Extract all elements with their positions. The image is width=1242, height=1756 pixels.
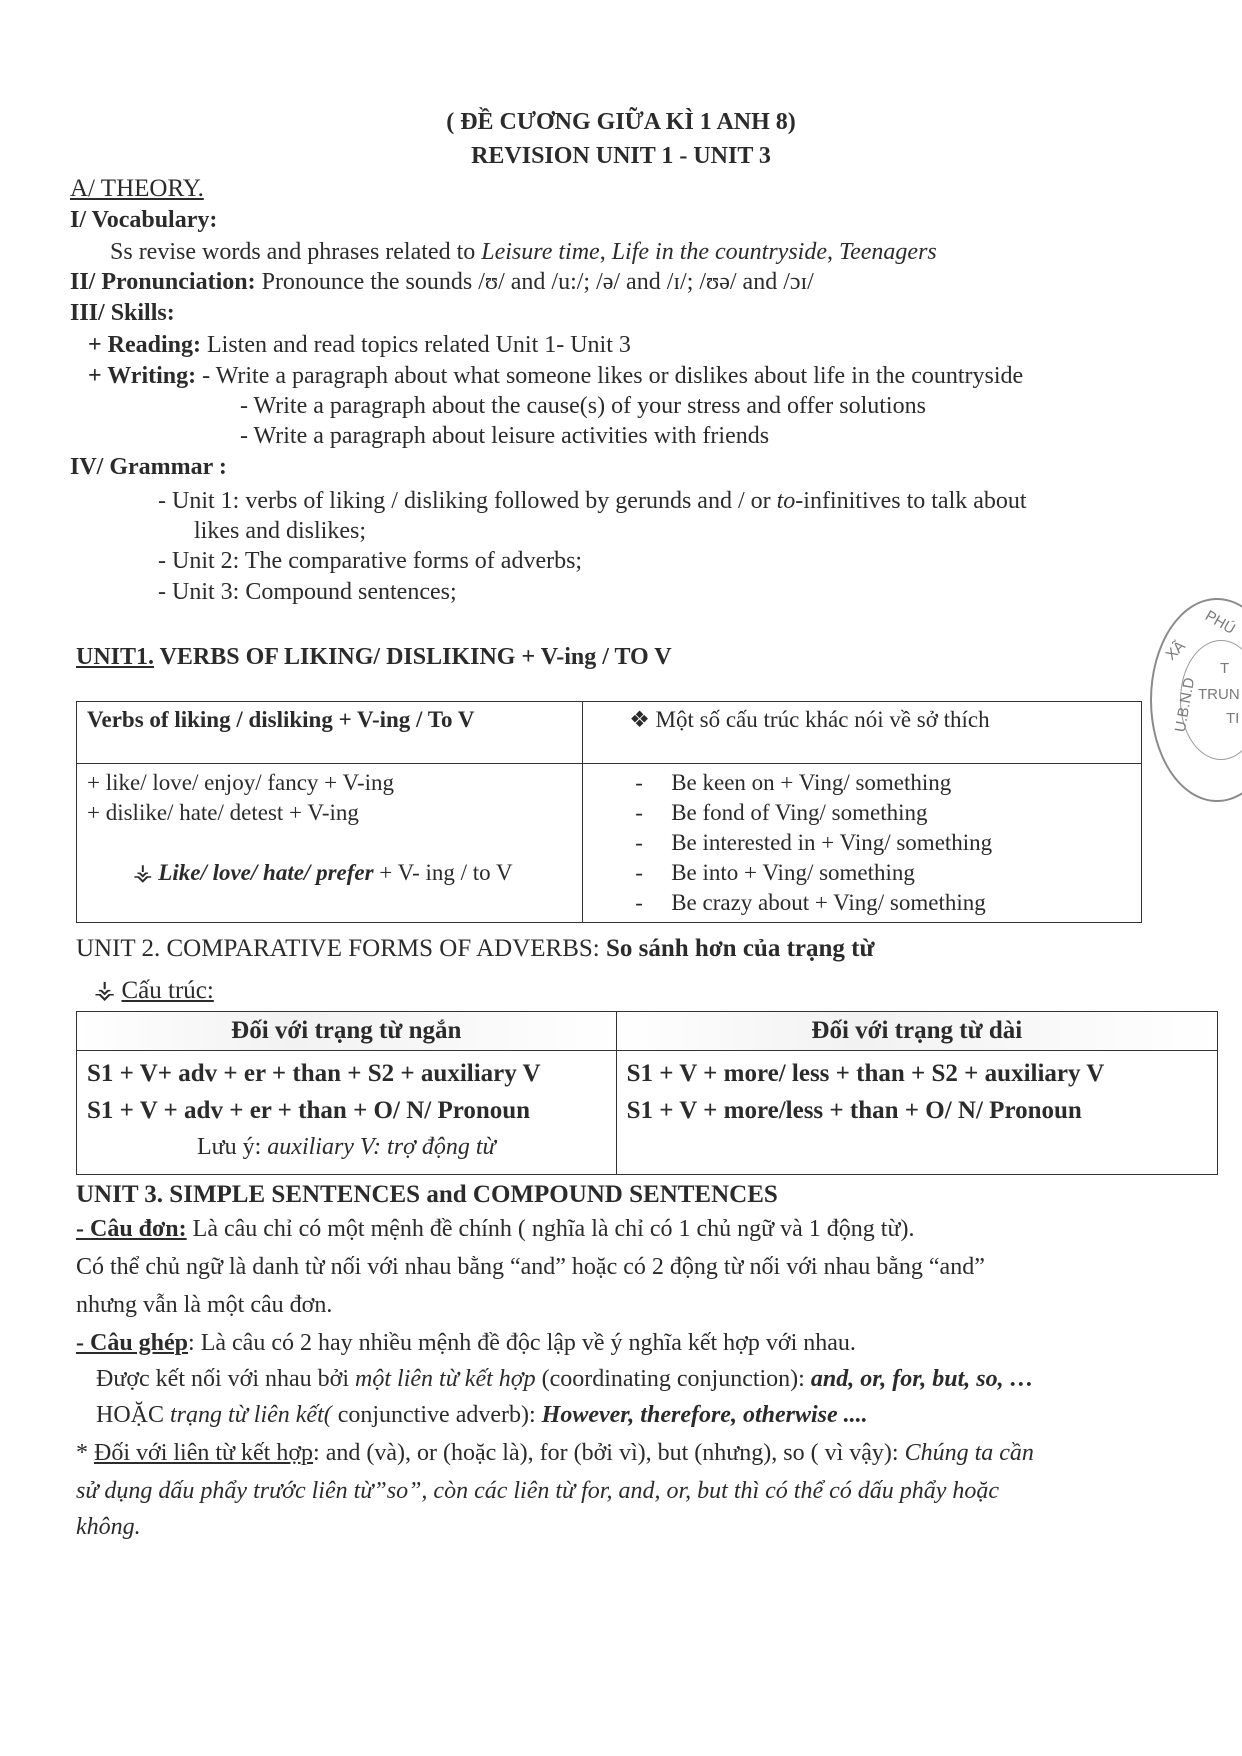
- unit1-structures-list: [635, 768, 1131, 918]
- note-text: : and (và), or (hoặc là), for (bởi vì), but (nhưng), so ( vì vậy):: [313, 1440, 905, 1466]
- unit2-col1-header: Đối với trạng từ ngắn: [77, 1012, 617, 1051]
- seal-text-b: XÃ: [1162, 637, 1189, 664]
- vocab-topic-2: Life in the countryside: [611, 239, 827, 265]
- list-item-text: Be crazy about + Ving/ something: [671, 890, 986, 915]
- writing-item-2: - Write a paragraph about the cause(s) of your stress and offer solutions: [240, 393, 926, 419]
- compound-sentence-label: - Câu ghép: [76, 1330, 189, 1356]
- unit2-long-formula-2: S1 + V + more/less + than + O/ N/ Pronoun: [626, 1097, 1082, 1124]
- list-item: [635, 828, 1131, 858]
- unit1-like-line: + like/ love/ enjoy/ fancy + V-ing: [87, 770, 395, 795]
- seal-text-e: TI: [1226, 710, 1240, 727]
- conjunctive-pre: HOẶC: [96, 1402, 171, 1428]
- grammar-item-1-b: to: [776, 488, 796, 514]
- unit1-col1-body: [77, 764, 583, 923]
- list-item-text: Be fond of Ving/ something: [671, 800, 928, 825]
- reading-text: Listen and read topics related Unit 1- Unit 3: [201, 332, 631, 358]
- unit2-heading-label: UNIT 2. COMPARATIVE FORMS OF ADVERBS:: [76, 935, 600, 962]
- vocab-text-pre: Ss revise words and phrases related to: [110, 239, 482, 265]
- simple-sentence-line-2: Có thể chủ ngữ là danh từ nối với nhau bằng “and” hoặc có 2 động từ nối với nhau bằng “and”: [76, 1254, 985, 1280]
- unit2-short-formula-2: S1 + V + adv + er + than + O/ N/ Pronoun: [87, 1097, 531, 1124]
- simple-sentence-line: [76, 1215, 914, 1244]
- note-italic-1: Chúng ta cần: [904, 1440, 1034, 1466]
- unit1-like-prefer-italic: Like/ love/ hate/ prefer: [158, 860, 374, 885]
- grammar-item-3: - Unit 3: Compound sentences;: [158, 579, 457, 605]
- coordinating-line: [96, 1365, 1034, 1394]
- grammar-item-1-c: -infinitives to talk about: [795, 488, 1027, 514]
- unit1-heading-text: VERBS OF LIKING/ DISLIKING + V-ing / TO V: [154, 644, 672, 670]
- reading-line: [88, 331, 631, 360]
- vocab-sep-2: ,: [826, 239, 839, 265]
- seal-text-f: U.B.N.D: [1171, 676, 1199, 734]
- conjunctive-italic: trạng từ liên kết(: [170, 1402, 332, 1428]
- list-dash: -: [635, 860, 643, 885]
- skills-heading: III/ Skills:: [70, 300, 175, 326]
- list-item: [635, 768, 1131, 798]
- unit2-short-formula-1: S1 + V+ adv + er + than + S2 + auxiliary V: [87, 1060, 541, 1087]
- list-item: [635, 888, 1131, 918]
- doc-title: ( ĐỀ CƯƠNG GIỮA KÌ 1 ANH 8): [446, 109, 796, 135]
- list-item-text: Be into + Ving/ something: [671, 860, 915, 885]
- conjunctive-mid: conjunctive adverb):: [331, 1402, 542, 1428]
- conjunction-note-line-3: không.: [76, 1514, 141, 1540]
- writing-item-1: - Write a paragraph about what someone likes or dislikes about life in the countryside: [196, 363, 1024, 389]
- list-item-text: Be interested in + Ving/ something: [671, 830, 993, 855]
- list-dash: -: [635, 770, 643, 795]
- pronunciation-heading: II/ Pronunciation:: [70, 269, 256, 295]
- conjunctive-examples: However, therefore, otherwise ....: [541, 1402, 868, 1428]
- grammar-heading: IV/ Grammar :: [70, 454, 227, 480]
- unit2-long-adverb-cell: [616, 1051, 1217, 1175]
- simple-sentence-text: Là câu chỉ có một mệnh đề chính ( nghĩa là chỉ có 1 chủ ngữ và 1 động từ).: [186, 1216, 915, 1242]
- simple-sentence-label: - Câu đơn:: [76, 1216, 187, 1242]
- coordinating-mid: (coordinating conjunction):: [535, 1366, 811, 1392]
- unit3-heading: UNIT 3. SIMPLE SENTENCES and COMPOUND SENTENCES: [76, 1181, 778, 1208]
- grammar-item-1-cont: likes and dislikes;: [194, 518, 366, 544]
- unit1-col1-header: Verbs of liking / disliking + V-ing / To V: [77, 702, 583, 764]
- unit2-note-text: auxiliary V: trợ động từ: [267, 1134, 496, 1160]
- coordinating-pre: Được kết nối với nhau bởi: [96, 1366, 356, 1392]
- doc-subtitle: REVISION UNIT 1 - UNIT 3: [471, 143, 771, 169]
- unit1-heading: [76, 643, 672, 672]
- unit2-heading: [76, 934, 874, 964]
- unit1-like-prefer-line: [87, 858, 572, 888]
- vocab-heading: I/ Vocabulary:: [70, 207, 218, 233]
- pronunciation-line: [70, 268, 814, 297]
- list-item: [635, 858, 1131, 888]
- writing-label: + Writing:: [88, 363, 197, 389]
- unit2-col2-header: Đối với trạng từ dài: [616, 1012, 1217, 1051]
- unit2-note: [87, 1129, 606, 1166]
- grammar-item-1: [158, 487, 1027, 516]
- grammar-item-1-a: - Unit 1: verbs of liking / disliking followed by gerunds and / or: [158, 488, 777, 514]
- unit2-heading-vn: So sánh hơn của trạng từ: [599, 935, 875, 962]
- coordinating-italic: một liên từ kết hợp: [355, 1366, 536, 1392]
- writing-item-3: - Write a paragraph about leisure activities with friends: [240, 423, 770, 449]
- seal-text-d: TRUN: [1198, 686, 1240, 703]
- unit1-heading-label: UNIT1.: [76, 644, 155, 670]
- compound-sentence-text: : Là câu có 2 hay nhiều mệnh đề độc lập về ý nghĩa kết hợp với nhau.: [188, 1330, 856, 1356]
- unit2-table: [76, 1011, 1218, 1175]
- list-dash: -: [635, 830, 643, 855]
- list-item-text: Be keen on + Ving/ something: [671, 770, 952, 795]
- theory-heading: A/ THEORY.: [70, 175, 204, 202]
- school-seal-stamp: [1150, 598, 1242, 802]
- conjunctive-line: [96, 1401, 868, 1430]
- vocab-sep-1: ,: [599, 239, 612, 265]
- vocab-topic-1: Leisure time: [481, 239, 600, 265]
- unit2-structure-label: [94, 976, 214, 1006]
- note-star: *: [76, 1440, 94, 1466]
- conjunction-note-line-2: sử dụng dấu phẩy trước liên từ”so”, còn các liên từ for, and, or, but thì có thể có dấu phẩy hoặc: [76, 1478, 1000, 1504]
- unit1-col2-header: ❖ Một số cấu trúc khác nói về sở thích: [583, 702, 1142, 764]
- simple-sentence-line-3: nhưng vẫn là một câu đơn.: [76, 1292, 333, 1318]
- unit1-table: [76, 701, 1142, 923]
- reading-label: + Reading:: [88, 332, 202, 358]
- unit1-bullet-icon: ⚶: [133, 860, 159, 885]
- list-dash: -: [635, 890, 643, 915]
- unit2-bullet-icon: ⚶: [94, 977, 122, 1004]
- list-item: [635, 798, 1131, 828]
- list-dash: -: [635, 800, 643, 825]
- pronunciation-text: Pronounce the sounds /ʊ/ and /u:/; /ə/ and /ɪ/; /ʊə/ and /ɔɪ/: [255, 269, 814, 295]
- coordinating-examples: and, or, for, but, so, …: [810, 1366, 1034, 1392]
- unit1-like-prefer-rest: + V- ing / to V: [373, 860, 513, 885]
- seal-text-c: T: [1220, 660, 1230, 677]
- unit2-note-label: Lưu ý:: [196, 1134, 268, 1160]
- note-label: Đối với liên từ kết hợp: [94, 1440, 314, 1466]
- compound-sentence-line: [76, 1329, 856, 1358]
- conjunction-note-line-1: [76, 1439, 1034, 1468]
- unit1-dislike-line: + dislike/ hate/ detest + V-ing: [87, 800, 359, 825]
- unit1-col2-body: [583, 764, 1142, 923]
- writing-line-1: [88, 362, 1023, 391]
- vocab-topic-3: Teenagers: [838, 239, 937, 265]
- unit2-short-adverb-cell: [77, 1051, 617, 1175]
- grammar-item-2: - Unit 2: The comparative forms of adverbs;: [158, 548, 583, 574]
- unit2-structure-text: Cấu trúc:: [121, 977, 214, 1004]
- vocab-text: [110, 238, 937, 267]
- unit2-long-formula-1: S1 + V + more/ less + than + S2 + auxiliary V: [626, 1060, 1105, 1087]
- seal-text-a: PHÚ: [1202, 607, 1239, 638]
